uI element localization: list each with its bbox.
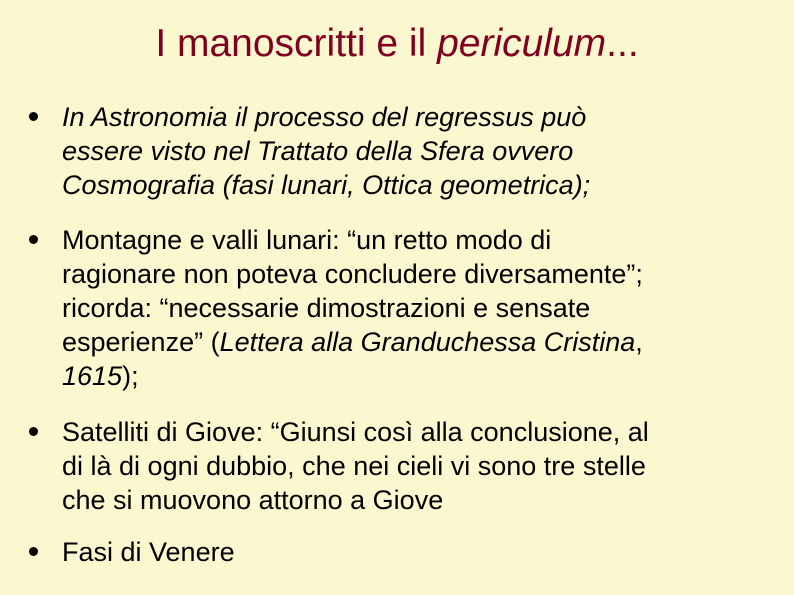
bullet-line: [62, 359, 762, 393]
letter-year: 1615: [62, 361, 123, 391]
bullet-line: ricorda: “necessarie dimostrazioni e sensate: [62, 293, 591, 323]
bullet-text: esperienze” (: [62, 327, 220, 357]
bullet-text: );: [122, 361, 139, 391]
bullet-dot-icon: [29, 547, 38, 556]
bullet-text: ,: [635, 327, 643, 357]
letter-title: Lettera alla Granduchessa Cristina: [219, 327, 636, 357]
bullet-line: che si muovono attorno a Giove: [62, 485, 444, 515]
title-ellipsis: ...: [606, 22, 639, 65]
bullet-line: [62, 325, 762, 359]
bullet-line: In Astronomia il processo del regressus può: [62, 102, 587, 132]
bullet-line: Montagne e valli lunari: “un retto modo di: [62, 225, 552, 255]
bullet-dot-icon: [29, 235, 38, 244]
bullet-line: di là di ogni dubbio, che nei cieli vi sono tre stelle: [62, 451, 646, 481]
bullet-line: Fasi di Venere: [62, 537, 235, 567]
bullet-line: ragionare non poteva concludere diversamente”;: [62, 259, 643, 289]
bullet-item-venere: [62, 535, 762, 569]
bullet-line: essere visto nel Trattato della Sfera ovvero: [62, 136, 574, 166]
bullet-item-astronomia: [62, 100, 762, 202]
bullet-line: Cosmografia (fasi lunari, Ottica geometrica);: [62, 170, 591, 200]
bullet-item-montagne: [62, 223, 762, 393]
title-italic-term: periculum: [437, 22, 607, 65]
bullet-item-satelliti: [62, 415, 762, 517]
bullet-line: Satelliti di Giove: “Giunsi così alla conclusione, al: [62, 417, 649, 447]
bullet-dot-icon: [29, 112, 38, 121]
bullet-dot-icon: [29, 427, 38, 436]
title-text: I manoscritti e il: [155, 22, 438, 65]
